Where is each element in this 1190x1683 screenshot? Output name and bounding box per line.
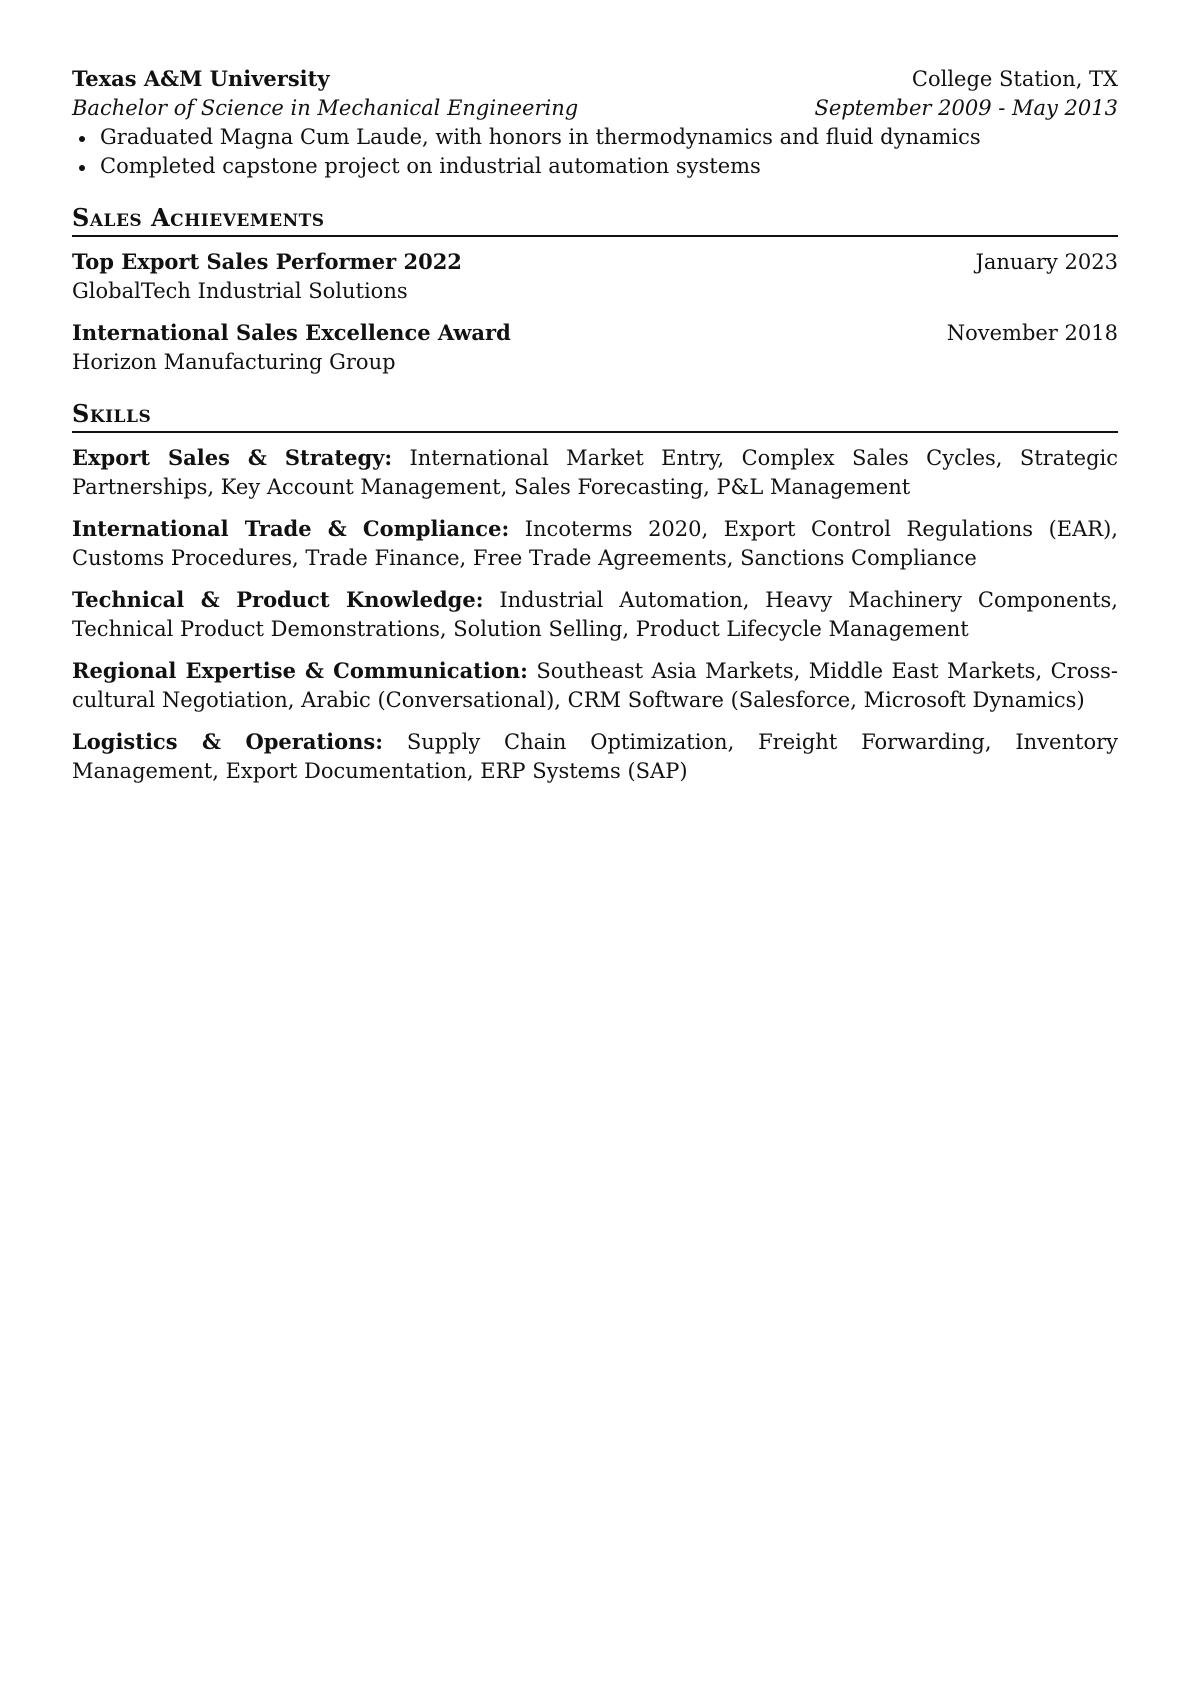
school-location: College Station, TX	[911, 67, 1118, 91]
skill-text: Incoterms 2020, Export Control Regulations (EAR), Customs Procedures, Trade Finance, Free Trade Agreements, Sanctions Compliance	[72, 517, 1118, 570]
achievement-date: November 2018	[946, 321, 1118, 345]
skills-section	[72, 399, 1118, 786]
education-header-row	[72, 64, 1118, 94]
skill-entry	[72, 585, 1118, 644]
achievement-date: January 2023	[975, 250, 1118, 274]
achievement-header-row	[72, 318, 1118, 348]
skill-text: Southeast Asia Markets, Middle East Markets, Cross-cultural Negotiation, Arabic (Conversational), CRM Software (Salesforce, Microsoft Dynamics)	[72, 659, 1118, 712]
education-bullet: Graduated Magna Cum Laude, with honors in thermodynamics and fluid dynamics	[72, 123, 1118, 152]
achievement-entry	[72, 247, 1118, 306]
skill-entry	[72, 443, 1118, 502]
resume-page	[72, 64, 1118, 798]
degree-dates: September 2009 - May 2013	[814, 96, 1118, 120]
education-bullet: Completed capstone project on industrial automation systems	[72, 152, 1118, 181]
skill-label: Export Sales & Strategy:	[72, 445, 393, 470]
achievement-name: International Sales Excellence Award	[72, 320, 511, 345]
education-degree-row	[72, 94, 1118, 123]
achievement-org: Horizon Manufacturing Group	[72, 350, 396, 374]
school-name: Texas A&M University	[72, 66, 330, 91]
skill-entry	[72, 656, 1118, 715]
section-title-sales-achievements: Sales Achievements	[72, 203, 1118, 237]
skill-entry	[72, 727, 1118, 786]
achievement-org: GlobalTech Industrial Solutions	[72, 279, 408, 303]
achievement-entry	[72, 318, 1118, 377]
skill-text: International Market Entry, Complex Sales Cycles, Strategic Partnerships, Key Account Management, Sales Forecasting, P&L Management	[72, 446, 1118, 499]
education-bullets	[72, 123, 1118, 181]
skill-text: Industrial Automation, Heavy Machinery Components, Technical Product Demonstrations, Solution Selling, Product Lifecycle Management	[72, 588, 1118, 641]
skill-label: Technical & Product Knowledge:	[72, 587, 484, 612]
sales-achievements-section	[72, 203, 1118, 377]
skill-entry	[72, 514, 1118, 573]
section-title-skills: Skills	[72, 399, 1118, 433]
skill-label: Logistics & Operations:	[72, 729, 383, 754]
degree-title: Bachelor of Science in Mechanical Engineering	[72, 96, 579, 120]
achievement-name: Top Export Sales Performer 2022	[72, 249, 462, 274]
skill-label: International Trade & Compliance:	[72, 516, 510, 541]
skill-text: Supply Chain Optimization, Freight Forwarding, Inventory Management, Export Documentation, ERP Systems (SAP)	[72, 730, 1118, 783]
achievement-header-row	[72, 247, 1118, 277]
education-entry	[72, 64, 1118, 181]
skill-label: Regional Expertise & Communication:	[72, 658, 528, 683]
